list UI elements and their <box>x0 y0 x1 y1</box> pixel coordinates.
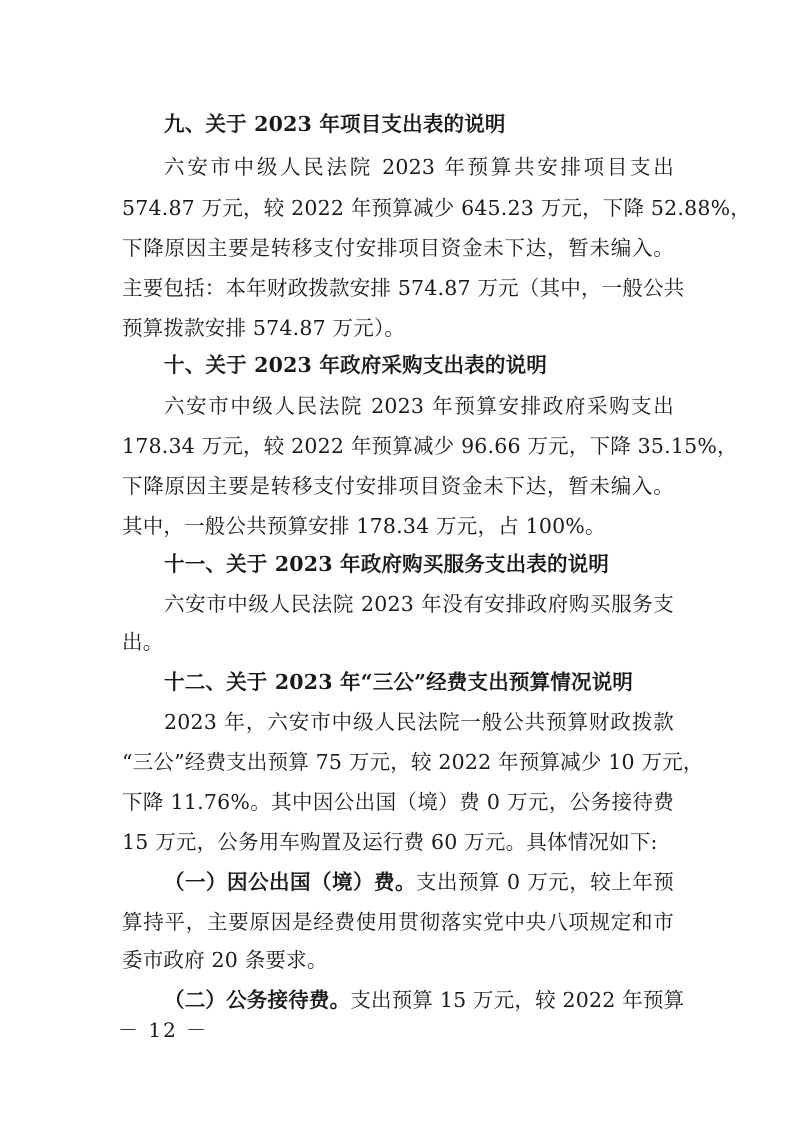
paragraph-line <box>164 985 685 1015</box>
paragraph-line: 下降原因主要是转移支付安排项目资金未下达，暂未编入。 <box>122 236 674 260</box>
section-heading: 十、关于 2023 年政府采购支出表的说明 <box>164 353 548 377</box>
page-number: － 12 － <box>118 1018 209 1042</box>
paragraph-line: 2023 年，六安市中级人民法院一般公共预算财政拨款 <box>164 710 674 734</box>
item-text: 支出预算 15 万元，较 2022 年预算 <box>350 988 685 1012</box>
item-title: （一）因公出国（境）费。 <box>164 870 417 894</box>
item-title: （二）公务接待费。 <box>164 988 351 1012</box>
paragraph-line: 六安市中级人民法院 2023 年预算安排政府采购支出 <box>164 394 674 418</box>
paragraph-line: 出。 <box>122 630 164 654</box>
paragraph-line: 算持平，主要原因是经费使用贯彻落实党中央八项规定和市 <box>122 910 674 934</box>
paragraph-line: 委市政府 20 条要求。 <box>122 948 328 972</box>
paragraph-line: 574.87 万元，较 2022 年预算减少 645.23 万元，下降 52.88%， <box>122 196 751 220</box>
paragraph-line: 主要包括：本年财政拨款安排 574.87 万元（其中，一般公共 <box>122 276 685 300</box>
paragraph-line: 下降原因主要是转移支付安排项目资金未下达，暂未编入。 <box>122 474 674 498</box>
section-heading: 十二、关于 2023 年“三公”经费支出预算情况说明 <box>164 670 634 694</box>
paragraph-line: 15 万元，公务用车购置及运行费 60 万元。具体情况如下: <box>122 830 658 854</box>
paragraph-line: 预算拨款安排 574.87 万元）。 <box>122 316 406 340</box>
section-heading: 十一、关于 2023 年政府购买服务支出表的说明 <box>164 552 610 576</box>
paragraph-line: 下降 11.76%。其中因公出国（境）费 0 万元，公务接待费 <box>122 790 674 814</box>
paragraph-line: 其中，一般公共预算安排 178.34 万元，占 100%。 <box>122 514 606 538</box>
paragraph-line: 178.34 万元，较 2022 年预算减少 96.66 万元，下降 35.15%， <box>122 434 738 458</box>
paragraph-line: 六安市中级人民法院 2023 年没有安排政府购买服务支 <box>164 592 674 616</box>
paragraph-line: 六安市中级人民法院 2023 年预算共安排项目支出 <box>164 155 674 179</box>
paragraph-line: “三公”经费支出预算 75 万元，较 2022 年预算减少 10 万元， <box>122 750 704 774</box>
paragraph-line <box>164 867 674 897</box>
item-text: 支出预算 0 万元，较上年预 <box>416 870 674 894</box>
section-heading: 九、关于 2023 年项目支出表的说明 <box>164 112 506 136</box>
